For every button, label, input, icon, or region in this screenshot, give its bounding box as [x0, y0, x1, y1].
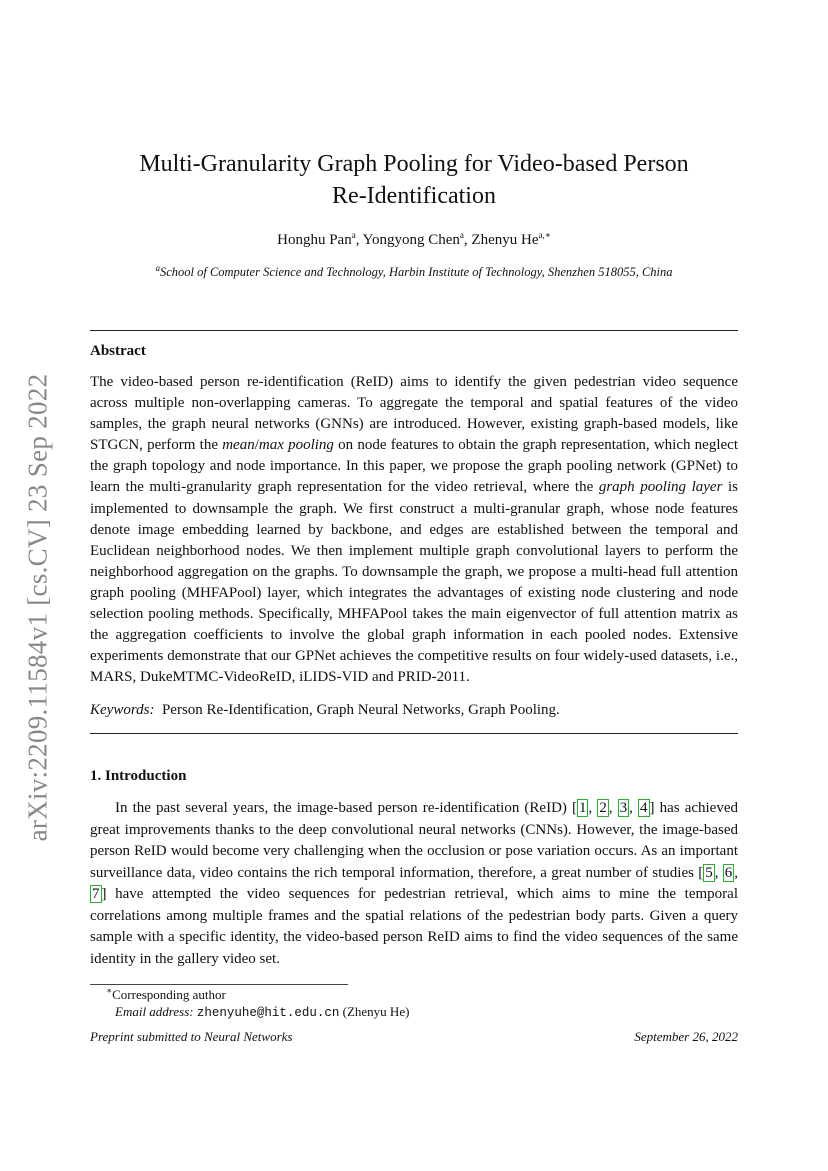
abstract-slash: /	[254, 437, 259, 454]
footnote-email	[115, 1003, 409, 1022]
corresponding-author-label: Corresponding author	[112, 987, 226, 1002]
email-owner: (Zhenyu He)	[342, 1004, 410, 1019]
affiliation-text: School of Computer Science and Technology, Harbin Institute of Technology, Shenzhen 518055, China	[159, 265, 673, 279]
author-name: Yongyong Chen	[362, 232, 460, 248]
abstract-bottom-rule	[90, 733, 738, 734]
abstract-emphasis: max pooling	[258, 437, 334, 454]
author-list: Honghu Pan$^a$, Yongyong Chen$^a$, Zhenyu $He^{a,∗}$	[277, 230, 551, 248]
author-affil-mark: a,∗	[538, 230, 551, 240]
abstract-text: is implemented to downsample the graph. We first construct a multi-granular graph, whose node features denote image embedding learned by backbone, and edges are established between the temporal and Euclidean neighborhood nodes. We then implement multiple graph convolutional layers to perform the neighborhood aggregation on the graphs. To downsample the graph, we propose a multi-head full attention graph pooling (MHFAPool) layer, which integrates the advantages of existing node clustering and node selection pooling methods. Specifically, MHFAPool takes the main eigenvector of full attention matrix as the aggregation coefficients to involve the global graph information in each pooled nodes. Extensive experiments demonstrate that our GPNet achieves the competitive results on four widely-used datasets, i.e., MARS, DukeMTMC-VideoReID, iLIDS-VID and PRID-2011.	[90, 479, 738, 686]
author-affil-mark: a	[351, 230, 356, 240]
citation-link[interactable]: 2	[599, 800, 607, 816]
preprint-date: September 26, 2022	[634, 1029, 738, 1044]
title-line-1: Multi-Granularity Graph Pooling for Video-based Person	[139, 151, 689, 177]
keywords	[90, 700, 738, 721]
intro-text: ] have attempted the video sequences for pedestrian retrieval, which aims to mine the temporal correlations among multiple frames and the spatial relations of the pedestrian body parts. Given a query sample with a specific identity, the video-based person ReID aims to find the video sequences of the same identity in the gallery video set.	[90, 886, 738, 967]
abstract-text: on node features to obtain the graph representation, which neglect the graph topology and node importance. In this paper, we propose the graph pooling network (GPNet) to learn the multi-granularity graph representation for the video retrieval, where the	[90, 437, 738, 496]
footnote-mark: ∗	[106, 985, 113, 996]
citation-link[interactable]: 1	[578, 800, 587, 816]
section-heading-introduction: 1. Introduction	[90, 768, 187, 784]
citation-link[interactable]: 3	[619, 800, 628, 816]
introduction-paragraph: In the past several years, the image-based person re-identification (ReID) [ 1 , 2 , 3 , 4 ] has achieved great improvements thanks to the deep convolutional neural networks (CNNs). However, the image-based person ReID would become very challenging when the occlusion or pose variation occurs. As an important surveillance data, video contains the rich temporal information, therefore, a great number of studies [ 5 , 6 , 7 ] have attempted the video sequences for pedestrian retrieval, which aims to mine the temporal correlations among multiple frames and the spatial relations of the pedestrian body parts. Given a query sample with a specific identity, the video-based person ReID aims to find the video sequences of the same identity in the gallery video set.	[90, 800, 738, 967]
abstract-body	[90, 372, 738, 688]
citation-link[interactable]: 7	[92, 886, 100, 902]
affiliation	[90, 263, 738, 281]
abstract-emphasis: graph pooling layer	[598, 479, 723, 496]
title-line-2: Re-Identification	[332, 183, 496, 209]
keywords-label: Keywords:	[90, 702, 155, 718]
author-name: Honghu Pan	[277, 232, 352, 248]
preprint-note: Preprint submitted to Neural Networks	[90, 1029, 293, 1044]
arxiv-side-stamp	[20, 365, 56, 850]
author-name: Zhenyu He	[471, 232, 539, 248]
citation-link[interactable]: 4	[640, 800, 648, 816]
author-affil-mark: a	[459, 230, 464, 240]
citation-link[interactable]: 5	[705, 864, 713, 881]
abstract-heading: Abstract	[90, 343, 146, 359]
email-label: Email address:	[115, 1004, 194, 1019]
paper-title	[90, 148, 738, 212]
abstract-text: The video-based person re-identification (ReID) aims to identify the given pedestrian video sequence across multiple non-overlapping cameras. To aggregate the temporal and spatial features of the video samples, the graph neural networks (GNNs) are introduced. However, existing graph-based models, like STGCN, perform the	[90, 374, 738, 454]
email-address[interactable]: zhenyuhe@hit.edu.cn	[196, 1006, 340, 1020]
intro-text: In the past several years, the image-based person re-identification (ReID) [	[115, 800, 577, 816]
arxiv-identifier: arXiv:2209.11584v1 [cs.CV] 23 Sep 2022	[22, 373, 53, 842]
citation-link[interactable]: 6	[724, 864, 733, 881]
abstract-top-rule	[90, 330, 738, 331]
abstract-emphasis: mean	[222, 437, 255, 454]
footnote-corresponding	[106, 986, 226, 1004]
keywords-text: Person Re-Identification, Graph Neural Networks, Graph Pooling.	[161, 702, 560, 718]
footnote-rule	[90, 984, 348, 985]
affiliation-mark: a	[155, 262, 160, 273]
intro-text: ] has achieved great improvements thanks to the deep convolutional neural networks (CNNs). However, the image-based person ReID would become very challenging when the occlusion or pose variation occurs. As an important surveillance data, video contains the rich temporal information, therefore, a great number of studies [	[90, 800, 738, 881]
